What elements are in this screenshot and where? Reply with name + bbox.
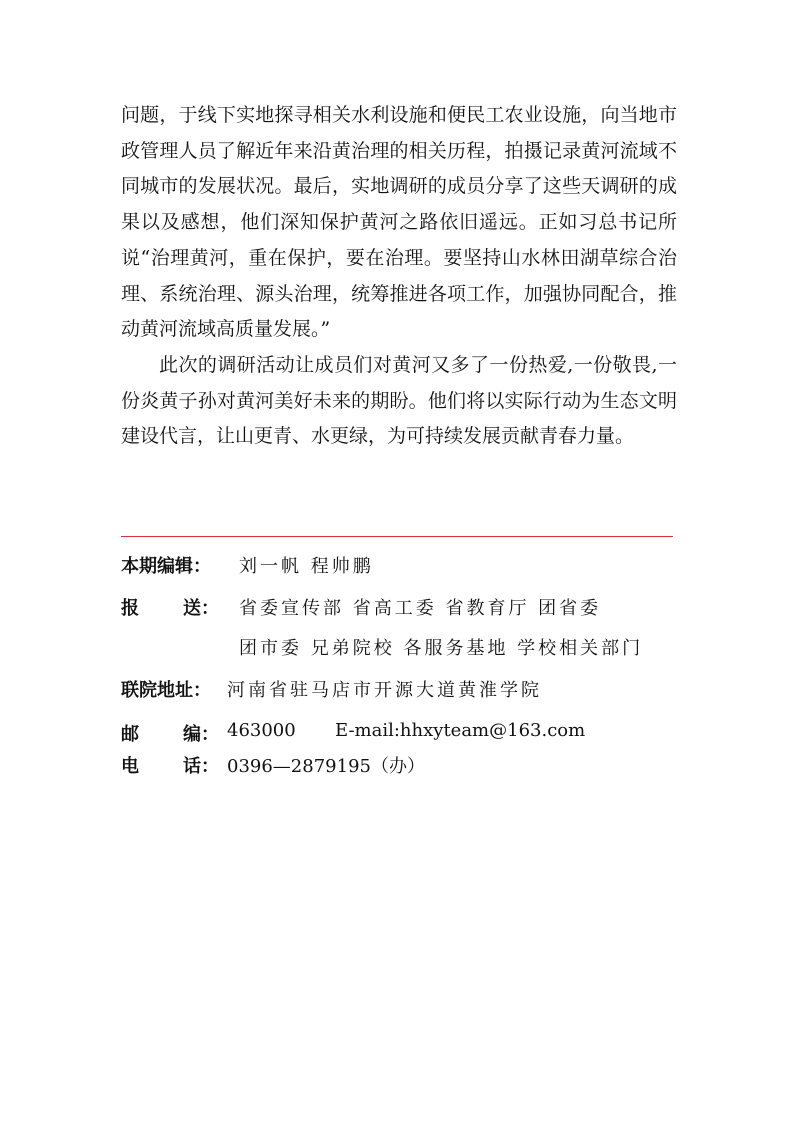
send-label-2: 送： xyxy=(183,598,219,619)
send-label-1: 报 xyxy=(121,598,139,619)
postcode-value: 463000 xyxy=(227,720,296,741)
red-divider xyxy=(121,536,673,537)
editor-label: 本期编辑： xyxy=(121,556,211,577)
postcode-label-2: 编： xyxy=(183,724,219,745)
paragraph-1: 问题，于线下实地探寻相关水利设施和便民工农业设施，向当地市政管理人员了解近年来沿黄治理的相关历程，拍摄记录黄河流域不同城市的发展状况。最后，实地调研的成员分享了这些天调研的成果以及感想，他们深知保护黄河之路依旧遥远。正如习总书记所说“治理黄河，重在保护，要在治理。要坚持山水林田湖草综合治理、系统治理、源头治理，统筹推进各项工作，加强协同配合，推动黄河流域高质量发展。” xyxy=(121,104,677,341)
send-value-1: 省委宣传部 省高工委 省教育厅 团省委 xyxy=(239,598,602,619)
phone-label-2: 话： xyxy=(183,756,219,777)
phone-label-1: 电 xyxy=(121,756,139,777)
send-value-2: 团市委 兄弟院校 各服务基地 学校相关部门 xyxy=(239,638,644,659)
address-label: 联院地址： xyxy=(121,680,211,701)
editor-value: 刘一帆 程帅鹏 xyxy=(239,556,374,577)
paragraph-2: 此次的调研活动让成员们对黄河又多了一份热爱,一份敬畏,一份炎黄子孙对黄河美好未来的期盼。他们将以实际行动为生态文明建设代言，让山更青、水更绿，为可持续发展贡献青春力量。 xyxy=(121,353,677,448)
email-value: E-mail:hhxyteam@163.com xyxy=(335,720,586,741)
article-body xyxy=(121,98,677,455)
postcode-label-1: 邮 xyxy=(121,724,139,745)
phone-value: 0396—2879195（办） xyxy=(227,756,425,777)
address-value: 河南省驻马店市开源大道黄淮学院 xyxy=(227,680,542,701)
